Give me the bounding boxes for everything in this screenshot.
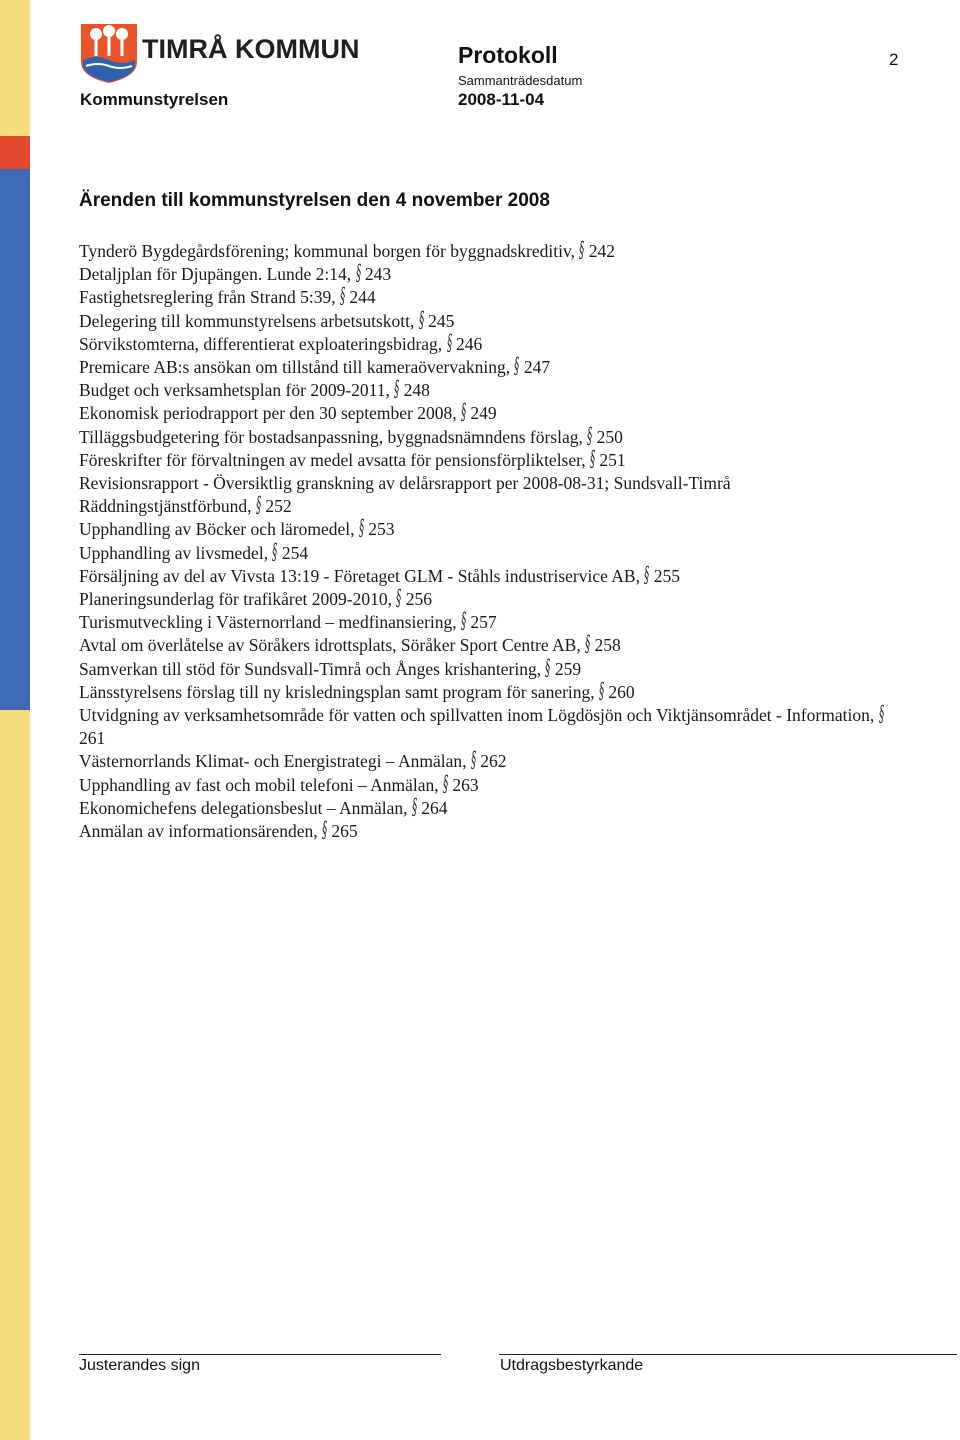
list-item: Anmälan av informationsärenden, § 265: [79, 818, 358, 844]
list-item: Revisionsrapport - Översiktlig granskning av delårsrapport per 2008-08-31; Sundsvall-Timrå Räddningstjänstförbund, § 252: [79, 473, 731, 519]
section-sign-icon: §: [469, 748, 478, 774]
list-item: Budget och verksamhetsplan för 2009-2011, § 248: [79, 377, 430, 403]
section-sign-icon: §: [597, 678, 606, 704]
section-sign-icon: §: [410, 794, 419, 820]
signature-line-right: [499, 1354, 957, 1355]
utdragsbestyrkande-label: Utdragsbestyrkande: [500, 1357, 644, 1374]
section-sign-icon: §: [588, 446, 597, 472]
section-sign-icon: §: [393, 377, 401, 403]
section-sign-icon: §: [338, 284, 347, 310]
date-label: Sammanträdesdatum: [458, 73, 583, 88]
side-stripe-blue: [0, 169, 30, 710]
list-item: Planeringsunderlag för trafikåret 2009-2010, § 256: [79, 586, 432, 612]
section-sign-icon: §: [441, 771, 450, 797]
list-item: Upphandling av Böcker och läromedel, § 253: [79, 516, 395, 542]
list-item: Länsstyrelsens förslag till ny krisledningsplan samt program för sanering, § 260: [79, 678, 635, 704]
page-number: 2: [889, 50, 899, 69]
list-item: Upphandling av fast och mobil telefoni – Anmälan, § 263: [79, 771, 479, 797]
section-sign-icon: §: [583, 632, 592, 658]
list-item: Fastighetsreglering från Strand 5:39, § 244: [79, 284, 376, 310]
list-item: Premicare AB:s ansökan om tillstånd till kameraövervakning, § 247: [79, 354, 551, 380]
section-sign-icon: §: [643, 562, 651, 588]
section-sign-icon: §: [513, 354, 521, 380]
side-stripe-yellow: [0, 0, 30, 136]
list-item: Västernorrlands Klimat- och Energistrategi – Anmälan, § 262: [79, 748, 507, 774]
list-item: Turismutveckling i Västernorrland – medfinansiering, § 257: [79, 609, 497, 635]
section-sign-icon: §: [445, 330, 453, 356]
list-item: Tilläggsbudgetering för bostadsanpassning, byggnadsnämndens förslag, § 250: [79, 423, 623, 449]
section-sign-icon: §: [586, 423, 594, 449]
side-stripe-yellow-bottom: [0, 710, 30, 1440]
section-sign-icon: §: [395, 586, 403, 612]
list-item: Samverkan till stöd för Sundsvall-Timrå och Ånges krishantering, § 259: [79, 655, 582, 681]
section-sign-icon: §: [271, 539, 279, 565]
list-item: Upphandling av livsmedel, § 254: [79, 539, 309, 565]
list-item: Detaljplan för Djupängen. Lunde 2:14, § 243: [79, 261, 392, 287]
list-item: Tynderö Bygdegårdsförening; kommunal borgen för byggnadskreditiv, § 242: [79, 238, 615, 263]
section-sign-icon: §: [417, 307, 425, 333]
timra-kommun-crest-icon: [78, 22, 140, 84]
list-item: Försäljning av del av Vivsta 13:19 - Företaget GLM - Ståhls industriservice AB, § 255: [79, 562, 680, 588]
list-item: Sörvikstomterna, differentierat exploateringsbidrag, § 246: [79, 330, 483, 356]
section-sign-icon: §: [254, 493, 263, 519]
side-stripe-red: [0, 136, 30, 169]
signature-line-left: [79, 1354, 441, 1355]
section-sign-icon: §: [459, 609, 468, 635]
justerandes-sign-label: Justerandes sign: [79, 1357, 200, 1374]
date-value: 2008-11-04: [458, 90, 545, 109]
section-sign-icon: §: [578, 238, 586, 263]
agenda-list: [79, 240, 889, 843]
department-name: Kommunstyrelsen: [80, 90, 229, 109]
section-sign-icon: §: [320, 818, 329, 844]
list-item: Avtal om överlåtelse av Söråkers idrottsplats, Söråker Sport Centre AB, § 258: [79, 632, 621, 658]
section-sign-icon: §: [877, 702, 885, 728]
logo-text: TIMRÅ KOMMUN: [142, 34, 360, 64]
page-title: Ärenden till kommunstyrelsen den 4 november 2008: [79, 190, 550, 211]
section-sign-icon: §: [544, 655, 552, 681]
section-sign-icon: §: [459, 400, 468, 426]
list-item: Delegering till kommunstyrelsens arbetsutskott, § 245: [79, 307, 455, 333]
section-sign-icon: §: [357, 516, 366, 542]
document-type: Protokoll: [458, 42, 558, 68]
list-item: Föreskrifter för förvaltningen av medel avsatta för pensionsförpliktelser, § 251: [79, 446, 626, 472]
list-item: Ekonomichefens delegationsbeslut – Anmälan, § 264: [79, 794, 448, 820]
list-item: Utvidgning av verksamhetsområde för vatten och spillvatten inom Lögdösjön och Viktjänsområdet - Information, § 261: [79, 702, 885, 749]
list-item: Ekonomisk periodrapport per den 30 september 2008, § 249: [79, 400, 497, 426]
section-sign-icon: §: [354, 261, 362, 287]
